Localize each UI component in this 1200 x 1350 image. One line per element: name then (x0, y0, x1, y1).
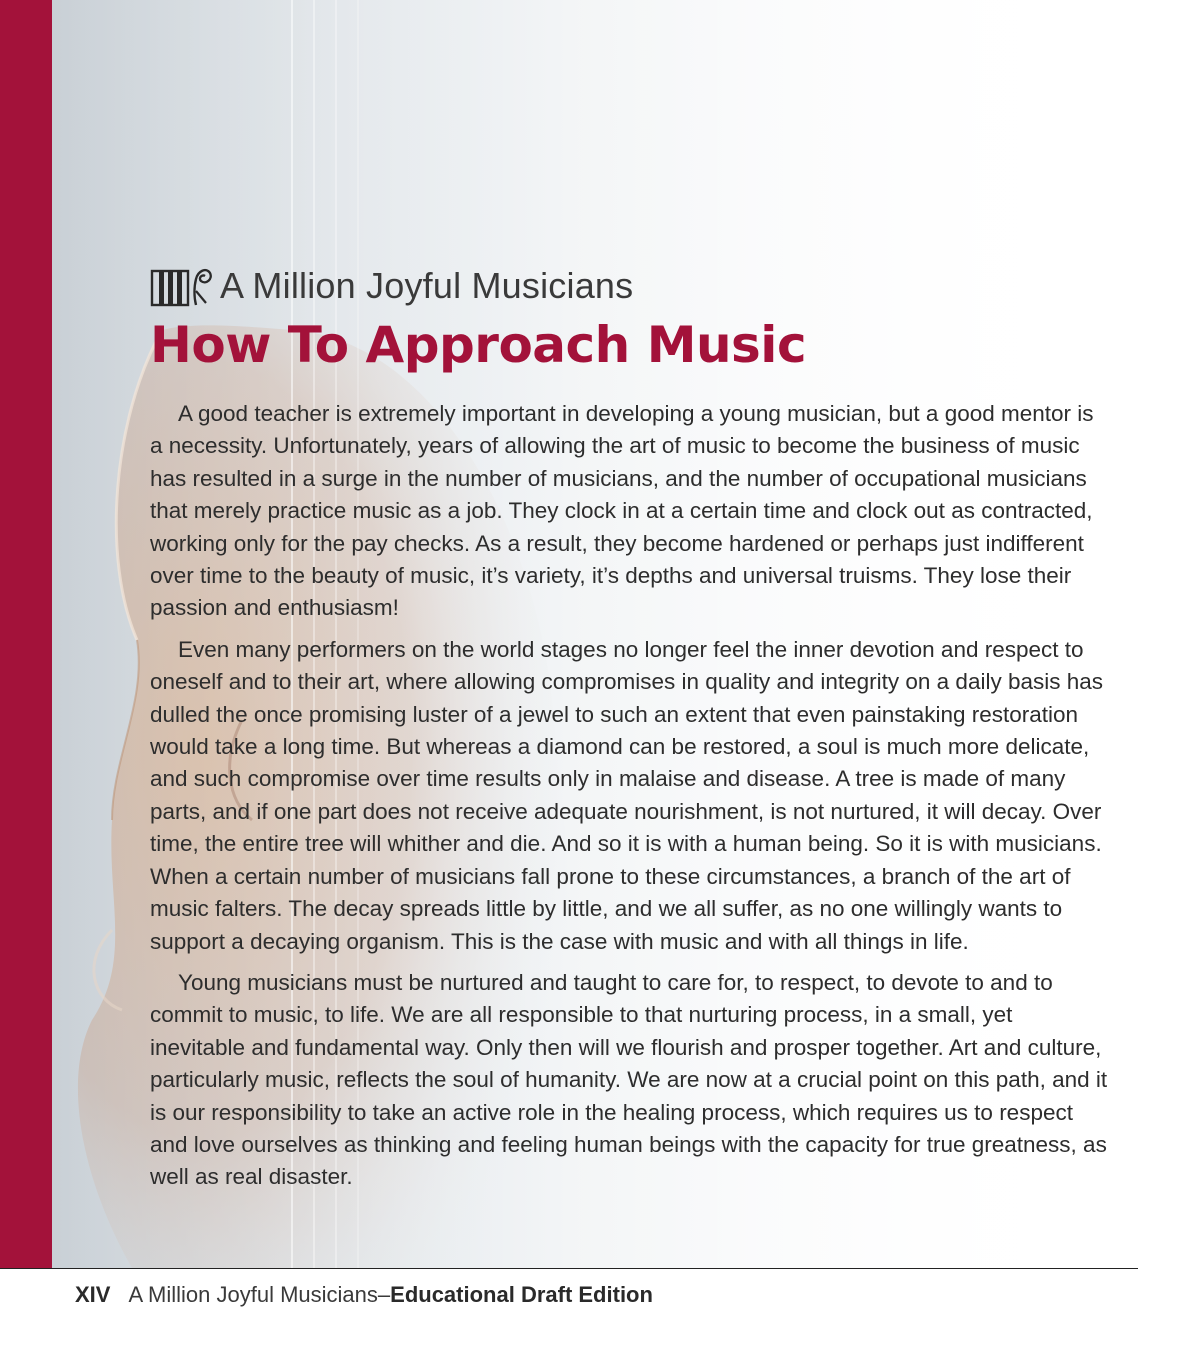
side-accent-bar (0, 0, 52, 1268)
piano-keys-violin-scroll-icon (150, 263, 212, 309)
brand-header (150, 258, 1110, 314)
footer-edition: Educational Draft Edition (390, 1282, 653, 1307)
footer-book-title: A Million Joyful Musicians– (128, 1282, 391, 1307)
page-number: XIV (75, 1282, 111, 1307)
article-body (150, 398, 1110, 1194)
page-content (150, 258, 1110, 1203)
paragraph-3: Young musicians must be nurtured and taught to care for, to respect, to devote to and to commit to music, to life. We are all responsible to that nurturing process, in a small, yet inevitable and fundamental way. Only then will we flourish and prosper together. Art and culture, particularly music, reflects the soul of humanity. We are now at a crucial point on this path, and it is our responsibility to take an active role in the healing process, which requires us to respect and love ourselves as thinking and feeling human beings with the capacity for true greatness, as well as real disaster. (150, 969, 1108, 1190)
paragraph-2: Even many performers on the world stages no longer feel the inner devotion and respect to oneself and to their art, where allowing compromises in quality and integrity on a daily basis has dulled the once promising luster of a jewel to such an extent that even painstaking restoration would take a long time. But whereas a diamond can be restored, a soul is much more delicate, and such compromise over time results only in malaise and disease. A tree is made of many parts, and if one part does not receive adequate nourishment, is not nurtured, it will decay. Over time, the entire tree will whither and die. And so it is with a human being. So it is with musicians. When a certain number of musicians fall prone to these circumstances, a branch of the art of music falters. The decay spreads little by little, and we all suffer, as no one willingly wants to support a decaying organism. This is the case with music and with all things in life. (150, 636, 1104, 954)
brand-name: A Million Joyful Musicians (220, 265, 634, 306)
page-title: How To Approach Music (150, 316, 807, 374)
footer-divider (0, 1268, 1138, 1269)
page-footer (75, 1282, 653, 1308)
paragraph-1: A good teacher is extremely important in developing a young musician, but a good mentor is a necessity. Unfortunately, years of allowing the art of music to become the business of music has resulted in a surge in the number of musicians, and the number of occupational musicians that merely practice music as a job. They clock in at a certain time and clock out as contracted, working only for the pay checks. As a result, they become hardened or perhaps just indifferent over time to the beauty of music, it’s variety, it’s depths and universal truisms. They lose their passion and enthusiasm! (150, 401, 1094, 621)
